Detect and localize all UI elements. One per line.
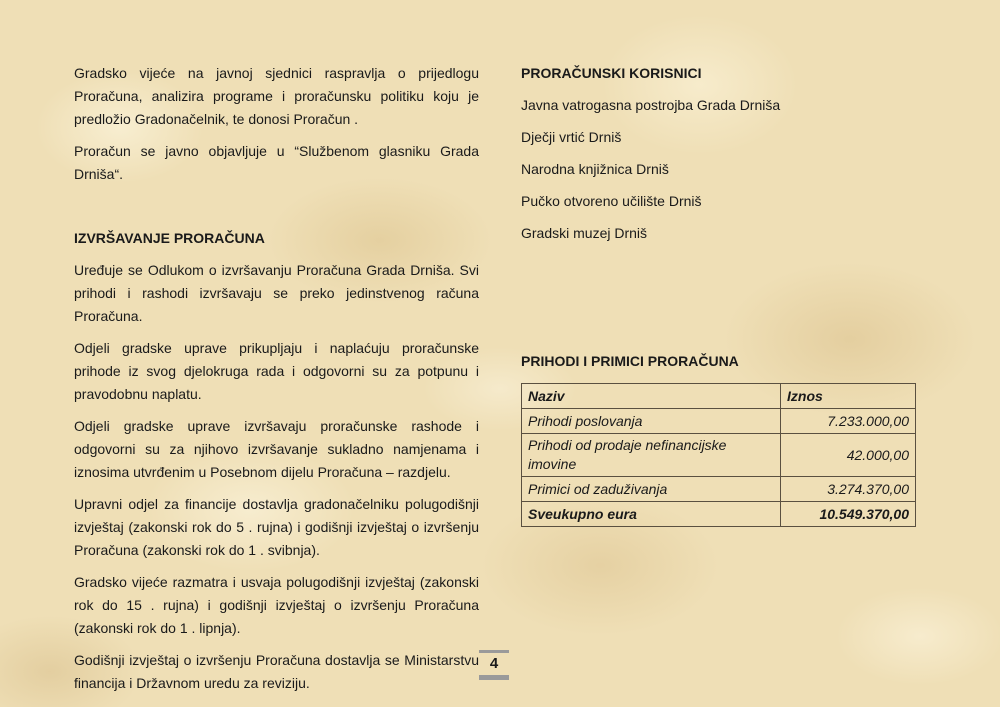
row-label: Prihodi poslovanja bbox=[522, 409, 781, 434]
body-paragraph: Odjeli gradske uprave prikupljaju i naplaćuju proračunske prihode iz svog djelokruga rada i odgovorni su za potpunu i pravodobnu naplatu. bbox=[74, 340, 479, 402]
total-label: Sveukupno eura bbox=[522, 502, 781, 527]
table-row bbox=[522, 434, 916, 477]
row-amount: 7.233.000,00 bbox=[781, 409, 916, 434]
table-header-row bbox=[522, 384, 916, 409]
intro-paragraph: Gradsko vijeće na javnoj sjednici raspravlja o prijedlogu Proračuna, analizira programe i proračunsku politiku koju je predložio Gradonačelnik, te donosi Proračun . bbox=[74, 65, 479, 127]
intro-paragraph: Proračun se javno objavljuje u “Službenom glasniku Grada Drniša“. bbox=[74, 143, 479, 182]
right-column bbox=[521, 62, 916, 527]
body-paragraph: Godišnji izvještaj o izvršenju Proračuna dostavlja se Ministarstvu financija i Državnom uredu za reviziju. bbox=[74, 652, 479, 691]
table-row bbox=[522, 477, 916, 502]
column-header-amount: Iznos bbox=[781, 384, 916, 409]
row-amount: 42.000,00 bbox=[781, 434, 916, 477]
users-heading: PRORAČUNSKI KORISNICI bbox=[521, 65, 702, 81]
table-total-row bbox=[522, 502, 916, 527]
page-number-bottom-rule bbox=[479, 675, 509, 680]
table-row bbox=[522, 409, 916, 434]
page-number-block bbox=[479, 650, 509, 680]
budget-user-item: Pučko otvoreno učilište Drniš bbox=[521, 193, 702, 209]
budget-user-item: Javna vatrogasna postrojba Grada Drniša bbox=[521, 97, 781, 113]
total-amount: 10.549.370,00 bbox=[781, 502, 916, 527]
section-heading: IZVRŠAVANJE PRORAČUNA bbox=[74, 230, 265, 246]
body-paragraph: Uređuje se Odlukom o izvršavanju Proračuna Grada Drniša. Svi prihodi i rashodi izvršavaju se preko jedinstvenog računa Proračuna. bbox=[74, 262, 479, 324]
body-paragraph: Odjeli gradske uprave izvršavaju proračunske rashode i odgovorni su za njihovo izvršavanje sukladno namjenama i iznosima utvrđenim u Posebnom dijelu Proračuna – razdjelu. bbox=[74, 418, 479, 480]
row-label: Primici od zaduživanja bbox=[522, 477, 781, 502]
revenue-heading: PRIHODI I PRIMICI PRORAČUNA bbox=[521, 353, 739, 369]
row-label: Prihodi od prodaje nefinancijske imovine bbox=[522, 434, 781, 477]
budget-user-item: Gradski muzej Drniš bbox=[521, 225, 648, 241]
revenue-table bbox=[521, 383, 916, 527]
page-number: 4 bbox=[489, 655, 499, 672]
body-paragraph: Gradsko vijeće razmatra i usvaja polugodišnji izvještaj (zakonski rok do 15 . rujna) i godišnji izvještaj o izvršenju Proračuna (zakonski rok do 1 . lipnja). bbox=[74, 574, 479, 636]
budget-user-item: Dječji vrtić Drniš bbox=[521, 129, 622, 145]
column-header-name: Naziv bbox=[522, 384, 781, 409]
left-column bbox=[74, 62, 479, 695]
budget-user-item: Narodna knjižnica Drniš bbox=[521, 161, 669, 177]
body-paragraph: Upravni odjel za financije dostavlja gradonačelniku polugodišnji izvještaj (zakonski rok do 5 . rujna) i godišnji izvještaj o izvršenju Proračuna (zakonski rok do 1 . svibnja). bbox=[74, 496, 479, 558]
row-amount: 3.274.370,00 bbox=[781, 477, 916, 502]
